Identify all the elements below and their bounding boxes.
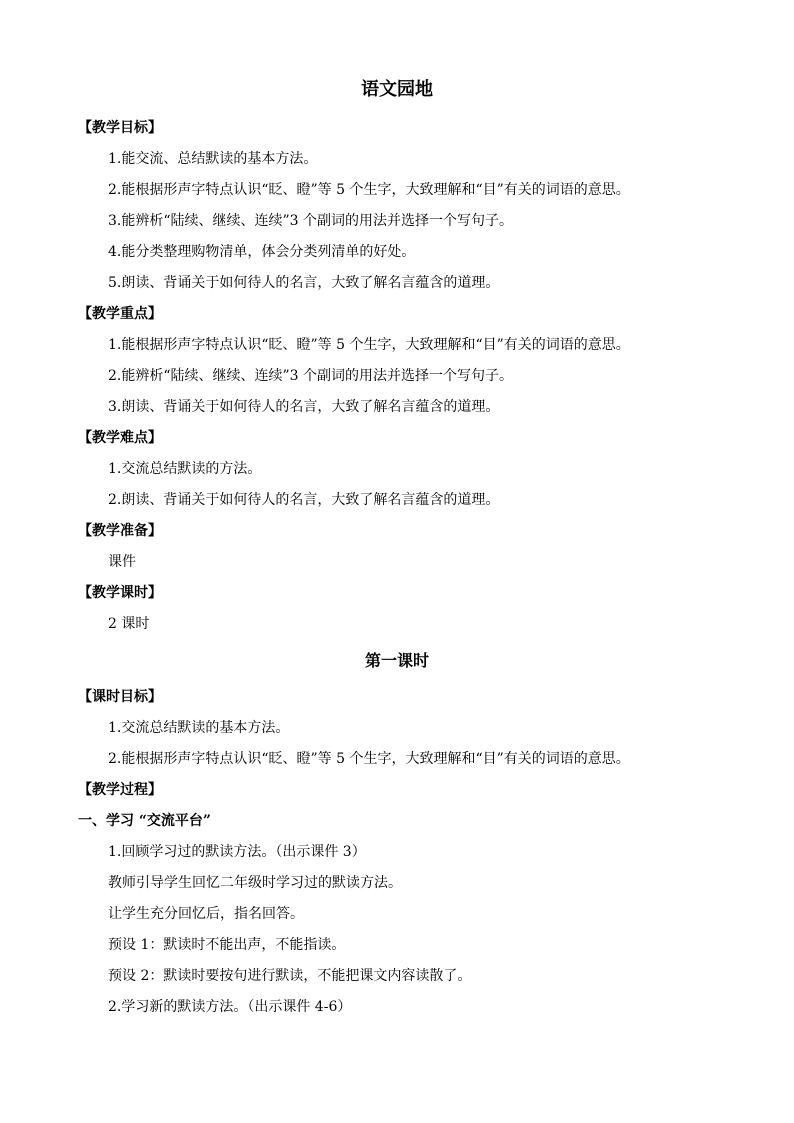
list-item: 2.朗读、背诵关于如何待人的名言，大致了解名言蕴含的道理。: [108, 492, 500, 508]
list-item: 2.学习新的默读方法。（出示课件 4-6）: [108, 999, 352, 1015]
section-heading-lesson-goals: 【课时目标】: [78, 689, 162, 705]
section-heading-key-points: 【教学重点】: [78, 306, 162, 322]
section-heading-teaching-process: 【教学过程】: [78, 782, 162, 798]
list-item: 1.回顾学习过的默读方法。（出示课件 3）: [108, 844, 366, 860]
section-heading-teaching-goals: 【教学目标】: [78, 120, 162, 136]
lesson-title: 第一课时: [364, 651, 429, 670]
list-item: 预设 2：默读时要按句进行默读，不能把课文内容读散了。: [108, 968, 472, 984]
list-item: 2.能根据形声字特点认识“眨、瞪”等 5 个生字，大致理解和“目”有关的词语的意思。: [108, 182, 630, 198]
list-item: 2.能根据形声字特点认识“眨、瞪”等 5 个生字，大致理解和“目”有关的词语的意思。: [108, 751, 630, 767]
list-item: 1.能根据形声字特点认识“眨、瞪”等 5 个生字，大致理解和“目”有关的词语的意思。: [108, 337, 630, 353]
list-item: 4.能分类整理购物清单，体会分类列清单的好处。: [108, 244, 416, 260]
section-heading-preparation: 【教学准备】: [78, 523, 162, 539]
list-item: 5.朗读、背诵关于如何待人的名言，大致了解名言蕴含的道理。: [108, 275, 500, 291]
list-item: 1.能交流、总结默读的基本方法。: [108, 151, 318, 167]
section-heading-difficulties: 【教学难点】: [78, 430, 162, 446]
list-item: 预设 1：默读时不能出声，不能指读。: [108, 937, 346, 953]
list-item: 让学生充分回忆后，指名回答。: [108, 906, 304, 922]
document-title: 语文园地: [361, 79, 433, 100]
section-heading-class-hours: 【教学课时】: [78, 585, 162, 601]
list-item: 1.交流总结默读的基本方法。: [108, 720, 290, 736]
list-item: 3.朗读、背诵关于如何待人的名言，大致了解名言蕴含的道理。: [108, 399, 500, 415]
list-item: 2 课时: [108, 616, 150, 632]
part-heading: 一、学习 “交流平台”: [78, 813, 211, 829]
list-item: 3.能辨析“陆续、继续、连续”3 个副词的用法并选择一个写句子。: [108, 213, 514, 229]
list-item: 教师引导学生回忆二年级时学习过的默读方法。: [108, 875, 402, 891]
list-item: 课件: [108, 554, 136, 570]
list-item: 1.交流总结默读的方法。: [108, 461, 262, 477]
list-item: 2.能辨析“陆续、继续、连续”3 个副词的用法并选择一个写句子。: [108, 368, 514, 384]
